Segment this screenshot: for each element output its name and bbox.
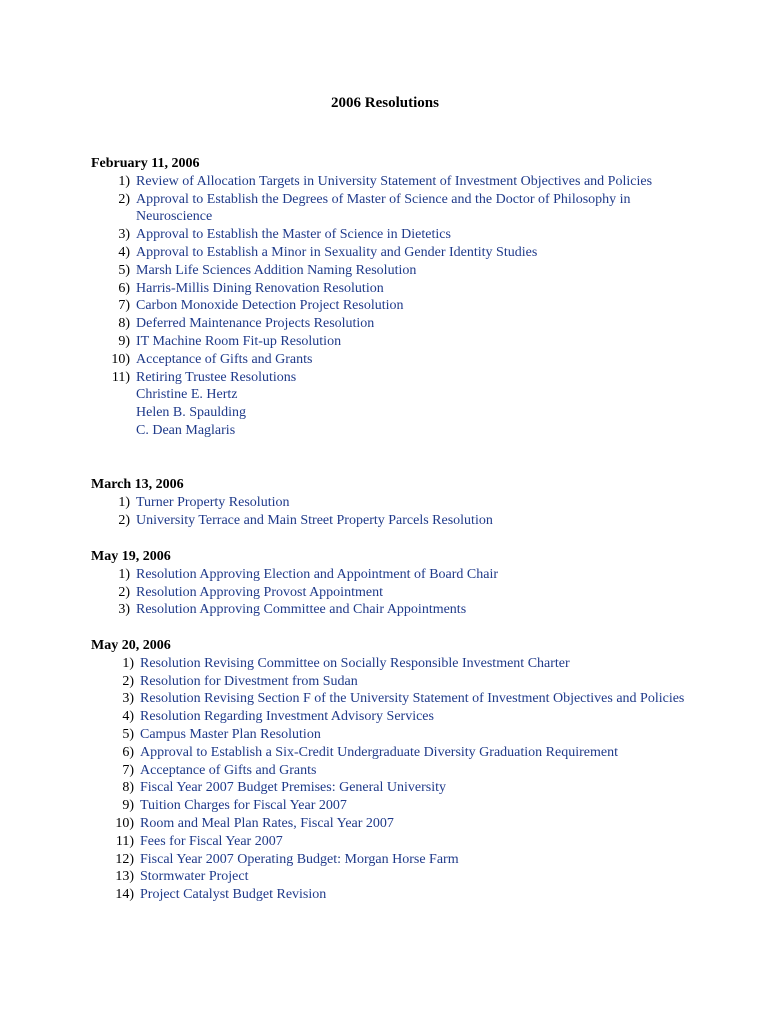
resolution-link[interactable]: Carbon Monoxide Detection Project Resolution [136,298,404,314]
resolution-link[interactable]: Room and Meal Plan Rates, Fiscal Year 2007 [140,815,394,831]
list-item [91,655,691,673]
list-item [91,673,691,691]
trustee-link-helen-spaulding[interactable]: Helen B. Spaulding [136,405,247,421]
item-number: 9) [118,333,130,349]
item-number: 5) [122,726,134,742]
list-item [91,262,691,280]
trustee-link-dean-maglaris[interactable]: C. Dean Maglaris [136,422,236,438]
resolution-link[interactable]: Acceptance of Gifts and Grants [140,762,317,778]
resolution-list [91,566,691,619]
resolution-list [91,173,691,387]
list-item [91,280,691,298]
list-item [91,708,691,726]
item-number: 1) [122,655,134,671]
resolution-link[interactable]: Fiscal Year 2007 Operating Budget: Morgan Horse Farm [140,851,459,867]
list-item [91,226,691,244]
section-date: May 20, 2006 [91,638,171,653]
section-date: May 19, 2006 [91,549,171,564]
resolution-link[interactable]: IT Machine Room Fit-up Resolution [136,333,342,349]
item-number: 1) [118,173,130,189]
item-number: 10) [115,815,134,831]
list-item [91,584,691,602]
item-number: 6) [118,280,130,296]
resolution-link[interactable]: Review of Allocation Targets in University Statement of Investment Objectives and Policies [136,173,653,189]
list-item [91,797,691,815]
list-item [91,173,691,191]
list-item [91,191,691,227]
list-item [91,886,691,904]
item-number: 7) [118,298,130,314]
list-item [91,690,691,708]
list-item [91,244,691,262]
section-march-13-2006 [91,476,691,529]
list-item [91,833,691,851]
page-title: 2006 Resolutions [331,95,439,111]
item-number: 2) [118,191,130,207]
resolution-link[interactable]: Resolution Revising Committee on Socially Responsible Investment Charter [140,655,570,671]
resolution-link[interactable]: Stormwater Project [140,869,249,885]
list-item [91,601,691,619]
item-number: 7) [122,762,134,778]
resolution-link[interactable]: Resolution Approving Committee and Chair Appointments [136,602,467,618]
item-number: 4) [118,244,130,260]
resolution-link[interactable]: University Terrace and Main Street Property Parcels Resolution [136,512,493,528]
item-number: 9) [122,798,134,814]
item-number: 1) [118,494,130,510]
list-item [91,779,691,797]
item-number: 10) [111,351,130,367]
list-item [91,297,691,315]
list-item [91,726,691,744]
item-number: 2) [118,584,130,600]
list-item [91,315,691,333]
resolution-link[interactable]: Resolution Regarding Investment Advisory Services [140,709,434,725]
list-item [91,494,691,512]
list-item [91,512,691,530]
resolution-link[interactable]: Fiscal Year 2007 Budget Premises: General University [140,780,447,796]
item-number: 3) [118,227,130,243]
resolution-link[interactable]: Approval to Establish the Master of Science in Dietetics [136,227,451,243]
resolution-link[interactable]: Approval to Establish a Six-Credit Undergraduate Diversity Graduation Requirement [140,744,618,760]
list-item [91,333,691,351]
list-item [91,351,691,369]
resolution-link[interactable]: Marsh Life Sciences Addition Naming Resolution [136,262,417,278]
list-item [91,815,691,833]
resolution-link[interactable]: Harris-Millis Dining Renovation Resolution [136,280,384,296]
list-item [91,868,691,886]
resolution-link[interactable]: Tuition Charges for Fiscal Year 2007 [140,798,347,814]
section-date: February 11, 2006 [91,156,200,171]
resolution-link[interactable]: Retiring Trustee Resolutions [136,369,297,385]
resolution-link[interactable]: Resolution Approving Election and Appointment of Board Chair [136,566,499,582]
item-number: 3) [122,691,134,707]
section-may-20-2006 [91,637,691,904]
list-item [91,566,691,584]
list-item [91,369,691,387]
section-february-11-2006 [91,155,691,440]
item-number: 2) [118,512,130,528]
item-number: 8) [118,316,130,332]
item-number: 11) [111,369,130,385]
resolution-link[interactable]: Approval to Establish the Degrees of Master of Science and the Doctor of Philosophy in Neuroscience [136,191,631,225]
item-number: 6) [122,744,134,760]
item-number: 12) [115,851,134,867]
resolution-link[interactable]: Fees for Fiscal Year 2007 [140,833,283,849]
resolution-link[interactable]: Resolution Revising Section F of the University Statement of Investment Objectives and Policies [140,691,685,707]
item-number: 14) [115,887,134,903]
list-item [91,851,691,869]
resolution-list [91,655,691,904]
resolution-link[interactable]: Campus Master Plan Resolution [140,726,321,742]
item-number: 13) [115,869,134,885]
resolution-link[interactable]: Acceptance of Gifts and Grants [136,351,313,367]
resolution-link[interactable]: Resolution for Divestment from Sudan [140,673,358,689]
resolution-link[interactable]: Turner Property Resolution [136,494,290,510]
resolution-list [91,494,691,530]
resolution-link[interactable]: Resolution Approving Provost Appointment [136,584,383,600]
list-item [91,762,691,780]
item-number: 5) [118,262,130,278]
section-date: March 13, 2006 [91,477,184,492]
item-number: 4) [122,709,134,725]
item-number: 3) [118,602,130,618]
item-number: 2) [122,673,134,689]
resolution-link[interactable]: Approval to Establish a Minor in Sexuality and Gender Identity Studies [136,244,538,260]
section-may-19-2006 [91,548,691,619]
item-number: 11) [115,833,134,849]
item-number: 1) [118,566,130,582]
item-number: 8) [122,780,134,796]
trustee-link-christine-hertz[interactable]: Christine E. Hertz [136,387,238,403]
resolution-link[interactable]: Project Catalyst Budget Revision [140,887,327,903]
resolution-link[interactable]: Deferred Maintenance Projects Resolution [136,316,375,332]
list-item [91,744,691,762]
